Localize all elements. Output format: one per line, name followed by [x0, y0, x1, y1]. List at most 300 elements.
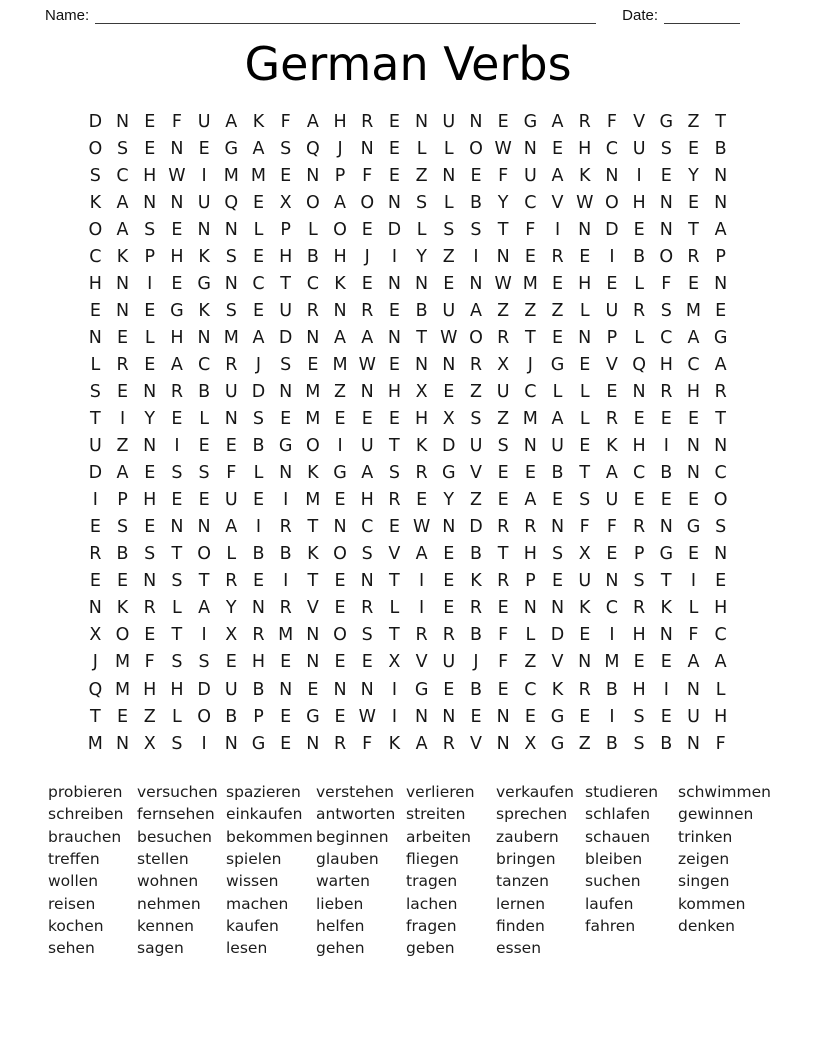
grid-letter: M [305, 409, 321, 430]
grid-letter: M [685, 300, 702, 321]
grid-letter: N [143, 192, 157, 213]
grid-letter: H [170, 246, 184, 267]
grid-letter: X [442, 409, 455, 430]
word-item: machen [226, 894, 289, 913]
grid-letter: E [470, 165, 482, 186]
word-item: sprechen [496, 805, 568, 824]
grid-letter: E [524, 706, 536, 727]
word-item: bringen [496, 850, 556, 869]
grid-letter: K [606, 436, 618, 457]
word-item: fahren [585, 916, 636, 935]
grid-letter: A [524, 490, 537, 511]
grid-letter: E [660, 409, 672, 430]
grid-letter: L [552, 381, 563, 402]
grid-letter: I [174, 436, 180, 457]
grid-letter: D [88, 463, 103, 484]
grid-letter: D [442, 436, 456, 457]
grid-letter: N [714, 544, 728, 565]
grid-letter: A [687, 327, 700, 348]
word-item: beginnen [316, 827, 389, 846]
grid-letter: N [306, 165, 320, 186]
grid-letter: I [283, 490, 289, 511]
word-list-column [316, 781, 406, 959]
grid-letter: E [579, 246, 591, 267]
grid-letter: N [115, 273, 130, 294]
grid-letter: H [360, 490, 374, 511]
grid-letter: E [117, 381, 129, 402]
grid-letter: S [633, 706, 645, 727]
grid-letter: U [442, 652, 456, 673]
grid-letter: B [415, 300, 428, 321]
grid-letter: F [715, 733, 726, 754]
grid-letter: E [361, 652, 373, 673]
grid-letter: G [550, 706, 565, 727]
grid-letter: I [283, 571, 289, 592]
grid-letter: C [116, 165, 129, 186]
grid-letter: G [550, 733, 565, 754]
grid-letter: R [143, 598, 156, 619]
grid-letter: X [524, 733, 537, 754]
grid-letter: E [715, 300, 727, 321]
grid-letter: N [360, 381, 374, 402]
grid-letter: Z [524, 300, 537, 321]
grid-letter: G [713, 327, 728, 348]
grid-letter: Y [688, 165, 699, 186]
grid-letter: H [632, 679, 646, 700]
word-item: lachen [406, 894, 458, 913]
word-item: fliegen [406, 850, 459, 869]
grid-letter: L [253, 219, 264, 240]
word-item: arbeiten [406, 827, 471, 846]
grid-letter: T [389, 625, 400, 646]
name-label: Name: [45, 7, 90, 24]
grid-letter: P [525, 571, 536, 592]
grid-letter: E [687, 273, 699, 294]
grid-letter: F [606, 517, 617, 538]
grid-letter: A [116, 463, 129, 484]
grid-letter: H [686, 381, 701, 402]
grid-letter: A [306, 111, 319, 132]
grid-letter: E [252, 246, 264, 267]
grid-letter: C [524, 381, 537, 402]
grid-letter: T [389, 571, 400, 592]
grid-letter: E [280, 652, 292, 673]
grid-letter: L [226, 544, 237, 565]
word-list [0, 781, 816, 959]
grid-letter: I [92, 490, 98, 511]
grid-letter: Y [443, 490, 455, 511]
grid-letter: V [415, 652, 428, 673]
grid-letter: B [605, 679, 618, 700]
grid-letter: X [89, 625, 102, 646]
grid-letter: U [279, 300, 293, 321]
word-item: kaufen [226, 916, 279, 935]
grid-letter: O [469, 138, 483, 159]
grid-letter: M [87, 733, 103, 754]
grid-letter: O [605, 192, 619, 213]
grid-letter: D [197, 679, 211, 700]
grid-letter: N [469, 111, 483, 132]
grid-letter: U [605, 490, 619, 511]
grid-letter: H [251, 652, 266, 673]
grid-letter: K [578, 165, 591, 186]
grid-letter: R [361, 598, 374, 619]
grid-letter: R [333, 733, 347, 754]
grid-letter: N [387, 327, 401, 348]
grid-letter: P [715, 246, 726, 267]
grid-letter: R [633, 300, 646, 321]
grid-letter: O [713, 490, 728, 511]
grid-letter: R [116, 354, 129, 375]
grid-letter: G [306, 706, 320, 727]
grid-letter: W [440, 327, 458, 348]
grid-letter: E [497, 490, 509, 511]
grid-letter: J [255, 354, 262, 375]
grid-letter: M [522, 409, 538, 430]
grid-letter: C [714, 625, 727, 646]
grid-letter: A [252, 138, 265, 159]
grid-letter: N [442, 517, 456, 538]
word-item: wohnen [137, 872, 199, 891]
grid-letter: T [715, 409, 726, 430]
grid-letter: Y [497, 192, 509, 213]
grid-letter: E [144, 138, 156, 159]
grid-letter: R [633, 598, 646, 619]
grid-letter: G [224, 138, 239, 159]
word-item: warten [316, 872, 370, 891]
grid-letter: N [279, 381, 293, 402]
grid-letter: O [333, 219, 347, 240]
grid-letter: R [633, 517, 646, 538]
grid-letter: S [660, 138, 672, 159]
grid-letter: P [144, 246, 155, 267]
grid-letter: B [198, 381, 211, 402]
grid-letter: C [89, 246, 102, 267]
grid-letter: S [171, 733, 183, 754]
grid-letter: B [469, 544, 482, 565]
grid-letter: Z [524, 652, 537, 673]
grid-letter: U [687, 706, 700, 727]
grid-letter: R [306, 300, 319, 321]
grid-letter: N [197, 327, 211, 348]
grid-letter: L [525, 625, 536, 646]
grid-letter: I [609, 246, 615, 267]
word-item: versuchen [137, 783, 218, 802]
grid-letter: N [550, 517, 565, 538]
grid-letter: U [197, 111, 211, 132]
word-item: lieben [316, 894, 364, 913]
grid-letter: G [442, 463, 456, 484]
grid-letter: L [579, 409, 590, 430]
grid-letter: I [473, 246, 479, 267]
grid-letter: N [333, 679, 347, 700]
grid-letter: U [551, 436, 564, 457]
grid-letter: R [415, 463, 428, 484]
grid-letter: E [715, 571, 727, 592]
grid-letter: E [687, 192, 699, 213]
grid-letter: U [224, 679, 238, 700]
grid-letter: O [360, 192, 375, 213]
grid-letter: I [663, 679, 669, 700]
word-item: gehen [316, 939, 365, 958]
grid-letter: R [442, 733, 455, 754]
word-item: spielen [226, 850, 282, 869]
grid-letter: X [225, 625, 238, 646]
word-item: schreiben [48, 805, 124, 824]
grid-letter: P [606, 327, 618, 348]
grid-letter: T [416, 327, 427, 348]
grid-letter: R [361, 300, 374, 321]
grid-letter: E [633, 219, 645, 240]
grid-letter: E [579, 625, 591, 646]
grid-letter: A [252, 327, 265, 348]
grid-letter: N [714, 273, 728, 294]
grid-letter: I [391, 246, 397, 267]
grid-letter: E [252, 490, 264, 511]
grid-letter: O [333, 625, 347, 646]
grid-letter: M [114, 652, 131, 673]
grid-letter: N [170, 192, 184, 213]
grid-letter: I [201, 625, 207, 646]
grid-letter: Z [469, 490, 482, 511]
grid-letter: Z [415, 165, 428, 186]
grid-letter: N [88, 327, 102, 348]
grid-letter: E [198, 138, 210, 159]
word-list-column [406, 781, 496, 959]
grid-letter: N [224, 219, 238, 240]
grid-letter: O [197, 706, 211, 727]
grid-letter: X [415, 381, 428, 402]
grid-letter: G [659, 111, 674, 132]
word-item: glauben [316, 850, 379, 869]
grid-letter: S [470, 219, 482, 240]
grid-letter: A [198, 598, 211, 619]
grid-letter: U [442, 300, 456, 321]
grid-letter: H [279, 246, 293, 267]
grid-letter: F [498, 652, 509, 673]
grid-letter: R [279, 598, 292, 619]
grid-letter: N [578, 327, 592, 348]
grid-letter: T [171, 544, 183, 565]
grid-letter: U [632, 138, 646, 159]
grid-letter: H [143, 679, 157, 700]
grid-letter: L [634, 273, 644, 294]
grid-letter: R [551, 246, 564, 267]
grid-letter: E [388, 111, 400, 132]
grid-letter: G [333, 463, 347, 484]
grid-letter: E [552, 327, 564, 348]
grid-letter: I [419, 571, 425, 592]
grid-letter: W [576, 192, 594, 213]
grid-letter: S [388, 463, 400, 484]
grid-letter: Z [578, 733, 591, 754]
word-item: lernen [496, 894, 546, 913]
grid-letter: N [279, 679, 293, 700]
grid-letter: A [415, 544, 428, 565]
grid-letter: E [280, 733, 292, 754]
grid-letter: A [334, 192, 347, 213]
grid-letter: H [523, 544, 537, 565]
grid-letter: R [225, 354, 238, 375]
grid-letter: E [524, 246, 536, 267]
grid-letter: T [389, 436, 400, 457]
grid-letter: E [280, 409, 292, 430]
grid-letter: F [280, 111, 291, 132]
grid-letter: K [470, 571, 482, 592]
grid-letter: O [305, 192, 320, 213]
word-item: laufen [585, 894, 634, 913]
grid-letter: E [225, 652, 237, 673]
grid-letter: U [360, 436, 374, 457]
grid-letter: E [497, 463, 509, 484]
grid-letter: E [443, 571, 455, 592]
grid-letter: E [198, 490, 210, 511]
grid-letter: C [605, 138, 619, 159]
grid-letter: Q [632, 354, 646, 375]
grid-letter: U [523, 165, 537, 186]
word-item: antworten [316, 805, 396, 824]
grid-letter: S [497, 436, 509, 457]
grid-letter: E [89, 517, 101, 538]
grid-letter: E [633, 409, 645, 430]
grid-letter: N [714, 436, 728, 457]
grid-letter: S [361, 544, 373, 565]
grid-letter: P [117, 490, 128, 511]
grid-letter: E [497, 111, 509, 132]
grid-letter: G [686, 517, 701, 538]
grid-letter: E [144, 300, 156, 321]
grid-letter: B [469, 679, 482, 700]
grid-letter: H [659, 354, 673, 375]
grid-letter: K [252, 111, 265, 132]
grid-letter: L [579, 381, 590, 402]
word-item: gewinnen [678, 805, 754, 824]
grid-letter: R [469, 598, 483, 619]
grid-letter: C [605, 598, 619, 619]
word-item: schauen [585, 827, 651, 846]
grid-letter: H [578, 273, 592, 294]
grid-letter: E [198, 436, 210, 457]
grid-letter: R [687, 246, 700, 267]
grid-letter: N [442, 706, 456, 727]
grid-letter: E [144, 625, 156, 646]
grid-letter: C [687, 354, 700, 375]
word-item: schwimmen [678, 783, 771, 802]
grid-letter: Y [144, 409, 156, 430]
word-item: finden [496, 916, 545, 935]
grid-letter: E [144, 517, 156, 538]
grid-letter: I [391, 679, 397, 700]
grid-letter: N [224, 273, 238, 294]
grid-letter: F [606, 111, 617, 132]
grid-letter: A [334, 327, 347, 348]
grid-letter: O [88, 219, 103, 240]
grid-letter: G [197, 273, 211, 294]
grid-letter: N [88, 598, 102, 619]
word-item: geben [406, 939, 455, 958]
grid-letter: Y [416, 246, 427, 267]
grid-letter: K [116, 246, 129, 267]
word-item: helfen [316, 916, 365, 935]
grid-letter: W [358, 354, 376, 375]
grid-letter: N [632, 381, 646, 402]
grid-letter: N [197, 219, 211, 240]
grid-letter: N [115, 300, 130, 321]
grid-letter: N [686, 463, 701, 484]
grid-letter: L [199, 409, 209, 430]
word-item: wissen [226, 872, 279, 891]
grid-letter: E [606, 381, 618, 402]
word-item: kommen [678, 894, 746, 913]
grid-letter: A [361, 327, 374, 348]
grid-letter: Z [334, 381, 347, 402]
grid-letter: A [361, 463, 374, 484]
grid-letter: N [469, 273, 483, 294]
grid-letter: D [387, 219, 402, 240]
grid-letter: U [88, 436, 102, 457]
grid-letter: I [636, 165, 642, 186]
grid-letter: K [334, 273, 346, 294]
grid-letter: B [225, 706, 238, 727]
word-item: suchen [585, 872, 641, 891]
grid-letter: L [443, 192, 454, 213]
grid-letter: I [255, 517, 262, 538]
grid-letter: C [197, 354, 211, 375]
grid-letter: B [252, 679, 265, 700]
grid-letter: I [119, 409, 126, 430]
grid-letter: Z [442, 246, 455, 267]
letter-grid [82, 108, 735, 757]
grid-letter: T [579, 463, 591, 484]
grid-letter: N [659, 625, 673, 646]
word-item: kochen [48, 916, 104, 935]
grid-letter: E [388, 300, 400, 321]
grid-letter: I [554, 219, 561, 240]
grid-letter: M [278, 625, 294, 646]
word-item: schlafen [585, 805, 651, 824]
grid-letter: L [90, 354, 101, 375]
grid-letter: E [443, 544, 455, 565]
grid-letter: L [443, 138, 454, 159]
grid-letter: B [605, 733, 618, 754]
word-item: verlieren [406, 783, 475, 802]
grid-letter: V [551, 192, 564, 213]
grid-letter: I [690, 571, 697, 592]
grid-letter: N [360, 571, 374, 592]
grid-letter: S [225, 246, 237, 267]
grid-letter: E [334, 598, 346, 619]
grid-letter: N [686, 436, 701, 457]
grid-letter: H [333, 111, 347, 132]
grid-letter: D [605, 219, 619, 240]
grid-letter: S [280, 138, 292, 159]
grid-letter: N [578, 652, 592, 673]
grid-letter: N [496, 733, 510, 754]
grid-letter: E [280, 165, 292, 186]
grid-letter: N [415, 706, 429, 727]
grid-letter: R [497, 327, 510, 348]
grid-letter: W [494, 273, 512, 294]
grid-letter: M [305, 381, 321, 402]
grid-letter: N [251, 598, 266, 619]
grid-letter: T [89, 706, 101, 727]
grid-letter: E [633, 490, 645, 511]
grid-letter: O [659, 246, 674, 267]
grid-letter: R [170, 381, 183, 402]
grid-letter: N [496, 246, 510, 267]
grid-letter: N [415, 111, 429, 132]
word-item: sagen [137, 939, 184, 958]
